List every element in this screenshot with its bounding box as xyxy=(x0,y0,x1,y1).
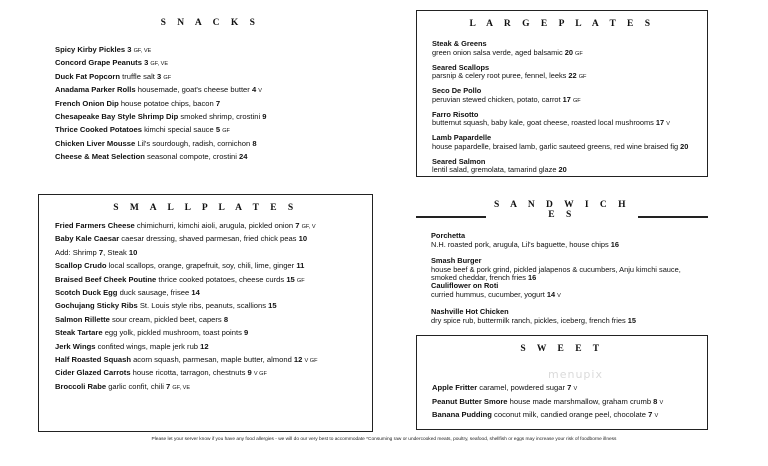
item-description: housemade, goat's cheese butter xyxy=(137,85,250,95)
item-name: Gochujang Sticky Ribs xyxy=(55,301,138,311)
item-description: house ricotta, tarragon, chestnuts xyxy=(132,368,246,378)
item-name: Cider Glazed Carrots xyxy=(55,368,131,378)
item-description: confited wings, maple jerk rub xyxy=(97,341,199,351)
item-name: Lamb Papardelle xyxy=(432,133,492,142)
item-description: St. Louis style ribs, peanuts, scallions xyxy=(139,301,267,311)
item-price: 15 xyxy=(268,301,277,311)
snacks-section xyxy=(40,10,380,180)
item-name: Fried Farmers Cheese xyxy=(55,221,135,230)
item-description: N.H. roasted pork, arugula, Lil's baguette, house chips xyxy=(431,239,609,249)
item-price: 16 xyxy=(527,273,537,283)
item-price: 15 xyxy=(286,274,295,284)
item-price: 7 xyxy=(98,247,104,257)
menu-item xyxy=(55,328,248,337)
item-description: Add: Shrimp xyxy=(55,247,97,257)
item-name: Nashville Hot Chicken xyxy=(431,307,509,316)
item-price: 20 xyxy=(564,47,573,57)
item-dietary-tags: V GF xyxy=(253,371,267,378)
item-description: dry spice rub, buttermilk ranch, pickles, iceberg, french fries xyxy=(431,315,626,325)
item-dietary-tags: GF xyxy=(575,50,583,57)
item-name: Broccoli Rabe xyxy=(55,381,107,391)
menu-item xyxy=(432,410,658,421)
item-price: 8 xyxy=(653,396,658,406)
item-description: garlic confit, chili xyxy=(108,381,164,391)
menu-item xyxy=(432,397,663,408)
small-plates-title: S M A L L P L A T E S xyxy=(113,203,298,213)
item-name: Seared Salmon xyxy=(432,156,486,166)
item-name: Smash Burger xyxy=(431,256,482,265)
item-name: Peanut Butter Smore xyxy=(432,396,508,406)
item-name: Chicken Liver Mousse xyxy=(55,138,136,148)
item-price: 20 xyxy=(680,141,689,151)
item-extra-description: , Steak xyxy=(103,247,127,257)
menu-item xyxy=(55,72,171,83)
menu-item xyxy=(55,382,190,393)
sweet-section xyxy=(416,335,708,430)
item-description: house papardelle, braised lamb, garlic sauteed greens, red wine braised fig xyxy=(432,141,679,151)
item-name: Scallop Crudo xyxy=(55,261,107,271)
menu-item xyxy=(55,248,137,257)
item-name: Cauliflower on Roti xyxy=(431,281,499,290)
menu-item xyxy=(55,301,277,310)
item-price: 14 xyxy=(546,289,556,299)
item-name: Duck Fat Popcorn xyxy=(55,71,120,81)
item-price: 12 xyxy=(200,341,209,351)
sandwiches-section xyxy=(416,194,708,334)
item-dietary-tags: GF, V xyxy=(301,224,316,230)
item-name: French Onion Dip xyxy=(55,98,119,108)
item-price: 24 xyxy=(239,152,248,162)
item-dietary-tags: V xyxy=(659,399,664,406)
menu-item xyxy=(55,125,230,136)
item-price: 10 xyxy=(298,234,308,244)
item-price: 7 xyxy=(567,383,572,392)
item-dietary-tags: GF xyxy=(163,74,172,81)
menu-item xyxy=(55,288,200,297)
menu-item xyxy=(55,221,316,232)
item-price: 17 xyxy=(655,118,665,128)
menu-item xyxy=(55,112,267,121)
item-name: Concord Grape Peanuts xyxy=(55,58,142,68)
item-description: local scallops, orange, grapefruit, soy, chili, lime, ginger xyxy=(108,261,295,271)
item-price: 12 xyxy=(293,355,303,364)
item-price: 9 xyxy=(262,112,267,121)
item-description: Lil's sourdough, radish, cornichon xyxy=(137,138,251,148)
item-price: 4 xyxy=(251,85,257,95)
menu-item xyxy=(431,232,619,249)
item-price: 7 xyxy=(295,221,300,230)
item-name: Steak & Greens xyxy=(432,39,487,48)
small-plates-section xyxy=(38,194,373,432)
item-dietary-tags: GF, VE xyxy=(172,384,191,391)
item-name: Apple Fritter xyxy=(432,383,478,392)
menu-item xyxy=(55,58,168,69)
menu-item xyxy=(55,355,318,366)
watermark: menupix xyxy=(548,368,603,381)
item-description: duck sausage, frisee xyxy=(119,288,190,297)
item-description: parsnip & celery root puree, fennel, leeks xyxy=(432,71,567,81)
item-extra-price: 10 xyxy=(128,247,138,257)
item-dietary-tags: V xyxy=(557,292,561,299)
item-price: 9 xyxy=(247,368,252,378)
item-description: sour cream, pickled beet, capers xyxy=(111,314,222,324)
item-name: Spicy Kirby Pickles xyxy=(55,45,126,54)
item-dietary-tags: V xyxy=(666,121,670,128)
item-price: 7 xyxy=(215,98,221,108)
item-price: 15 xyxy=(627,315,636,325)
large-plates-section xyxy=(416,10,708,177)
menu-item xyxy=(55,234,307,243)
menu-item xyxy=(55,99,220,108)
item-description-line xyxy=(432,119,670,129)
item-name: Salmon Rillette xyxy=(55,314,110,324)
item-description-line xyxy=(432,49,583,59)
item-description-line xyxy=(431,291,561,301)
item-description: house made marshmallow, graham crumb xyxy=(509,396,652,406)
item-description: chimichurri, kimchi aioli, arugula, pickled onion xyxy=(136,221,294,230)
menu-item xyxy=(55,261,304,270)
item-description: house beef & pork grind, pickled jalapenos & cucumbers, Anju kimchi sauce, xyxy=(431,264,681,274)
menu-item xyxy=(55,275,305,286)
item-price: 9 xyxy=(244,328,249,338)
item-price: 3 xyxy=(157,71,162,81)
item-name: Braised Beef Cheek Poutine xyxy=(55,274,157,284)
item-description: thrice cooked potatoes, cheese curds xyxy=(158,274,285,284)
item-dietary-tags: GF xyxy=(222,128,230,135)
item-price: 20 xyxy=(558,165,567,175)
menu-item xyxy=(432,134,688,151)
item-price: 7 xyxy=(648,410,653,419)
item-description: kimchi special sauce xyxy=(144,125,214,135)
item-name: Thrice Cooked Potatoes xyxy=(55,125,142,135)
item-price: 22 xyxy=(568,71,577,81)
menu-item xyxy=(55,368,267,379)
sweet-title: S W E E T xyxy=(520,344,604,354)
menu-item xyxy=(432,64,586,82)
item-dietary-tags: V xyxy=(654,413,659,419)
item-description: smoked shrimp, crostini xyxy=(180,112,261,121)
large-plates-title: L A R G E P L A T E S xyxy=(469,19,655,29)
item-price: 11 xyxy=(296,261,305,271)
item-description: seasonal compote, crostini xyxy=(147,152,237,162)
item-description: caesar dressing, shaved parmesan, fried chick peas xyxy=(121,234,297,244)
item-price: 14 xyxy=(191,288,200,297)
menu-item xyxy=(432,158,567,175)
item-description-line xyxy=(432,72,586,82)
menu-item xyxy=(55,85,262,96)
menu-item xyxy=(55,315,228,324)
item-price: 8 xyxy=(223,314,229,324)
item-name: Farro Risotto xyxy=(432,109,479,119)
item-description: smoked cheddar, french fries xyxy=(431,273,526,283)
item-price: 8 xyxy=(252,138,257,148)
item-name: Half Roasted Squash xyxy=(55,355,131,364)
menu-item xyxy=(55,139,257,148)
item-description: coconut milk, candied orange peel, chocolate xyxy=(494,410,647,419)
item-name: Scotch Duck Egg xyxy=(55,288,118,297)
item-dietary-tags: V xyxy=(573,386,578,392)
item-name: Chesapeake Bay Style Shrimp Dip xyxy=(55,112,179,121)
item-price: 7 xyxy=(166,381,171,391)
item-name: Anadama Parker Rolls xyxy=(55,85,136,95)
menu-item xyxy=(431,282,561,300)
item-name: Cheese & Meat Selection xyxy=(55,152,145,162)
item-description: butternut squash, baby kale, goat cheese, roasted local mushrooms xyxy=(432,118,654,128)
item-description-line xyxy=(431,241,619,250)
item-dietary-tags: GF, VE xyxy=(133,48,152,54)
item-price: 5 xyxy=(215,125,221,135)
item-dietary-tags: GF xyxy=(578,74,587,81)
item-description-line xyxy=(431,317,636,326)
menu-item xyxy=(431,308,636,325)
item-description: truffle salt xyxy=(122,71,155,81)
item-description: acorn squash, parmesan, maple butter, almond xyxy=(133,355,292,364)
sandwiches-title: S A N D W I C H E S xyxy=(486,200,638,220)
item-price: 3 xyxy=(127,45,132,54)
footer-allergy-notice: Please let your server know if you have any food allergies - we will do our very best to accommodate *Consuming raw or undercooked meats, poultry, seafood, shellfish or eggs may increase your risk of foodborne illness xyxy=(151,437,617,442)
snacks-title: S N A C K S xyxy=(160,18,260,28)
item-description-line xyxy=(432,143,688,152)
item-price: 3 xyxy=(144,58,149,68)
item-description: caramel, powdered sugar xyxy=(479,383,565,392)
menu-item xyxy=(432,40,583,58)
item-name: Banana Pudding xyxy=(432,410,492,419)
item-dietary-tags: V GF xyxy=(304,358,318,364)
item-description: green onion salsa verde, aged balsamic xyxy=(432,47,563,57)
item-description: house potatoe chips, bacon xyxy=(120,98,214,108)
menu-item xyxy=(55,45,151,56)
item-price: 17 xyxy=(562,94,571,104)
item-description-line xyxy=(432,166,567,175)
menu-item xyxy=(55,152,248,161)
item-description-line xyxy=(432,96,581,106)
menu-item xyxy=(55,342,209,351)
item-description: curried hummus, cucumber, yogurt xyxy=(431,289,545,299)
item-price: 16 xyxy=(610,239,619,249)
menu-item xyxy=(432,87,581,105)
item-description: peruvian stewed chicken, potato, carrot xyxy=(432,94,561,104)
item-name: Jerk Wings xyxy=(55,341,96,351)
item-dietary-tags: GF xyxy=(572,97,581,104)
item-name: Baby Kale Caesar xyxy=(55,234,120,244)
item-description: lentil salad, gremolata, tamarind glaze xyxy=(432,165,557,175)
item-name: Seco De Pollo xyxy=(432,86,482,95)
item-description: egg yolk, pickled mushroom, toast points xyxy=(104,328,242,338)
item-dietary-tags: GF xyxy=(296,277,305,284)
item-name: Steak Tartare xyxy=(55,328,103,338)
menu-item xyxy=(431,257,681,283)
item-dietary-tags: GF, VE xyxy=(150,61,169,68)
item-name: Porchetta xyxy=(431,231,466,240)
menu-item xyxy=(432,383,577,394)
item-name: Seared Scallops xyxy=(432,62,490,72)
item-dietary-tags: V xyxy=(258,88,263,95)
menu-item xyxy=(432,111,670,129)
